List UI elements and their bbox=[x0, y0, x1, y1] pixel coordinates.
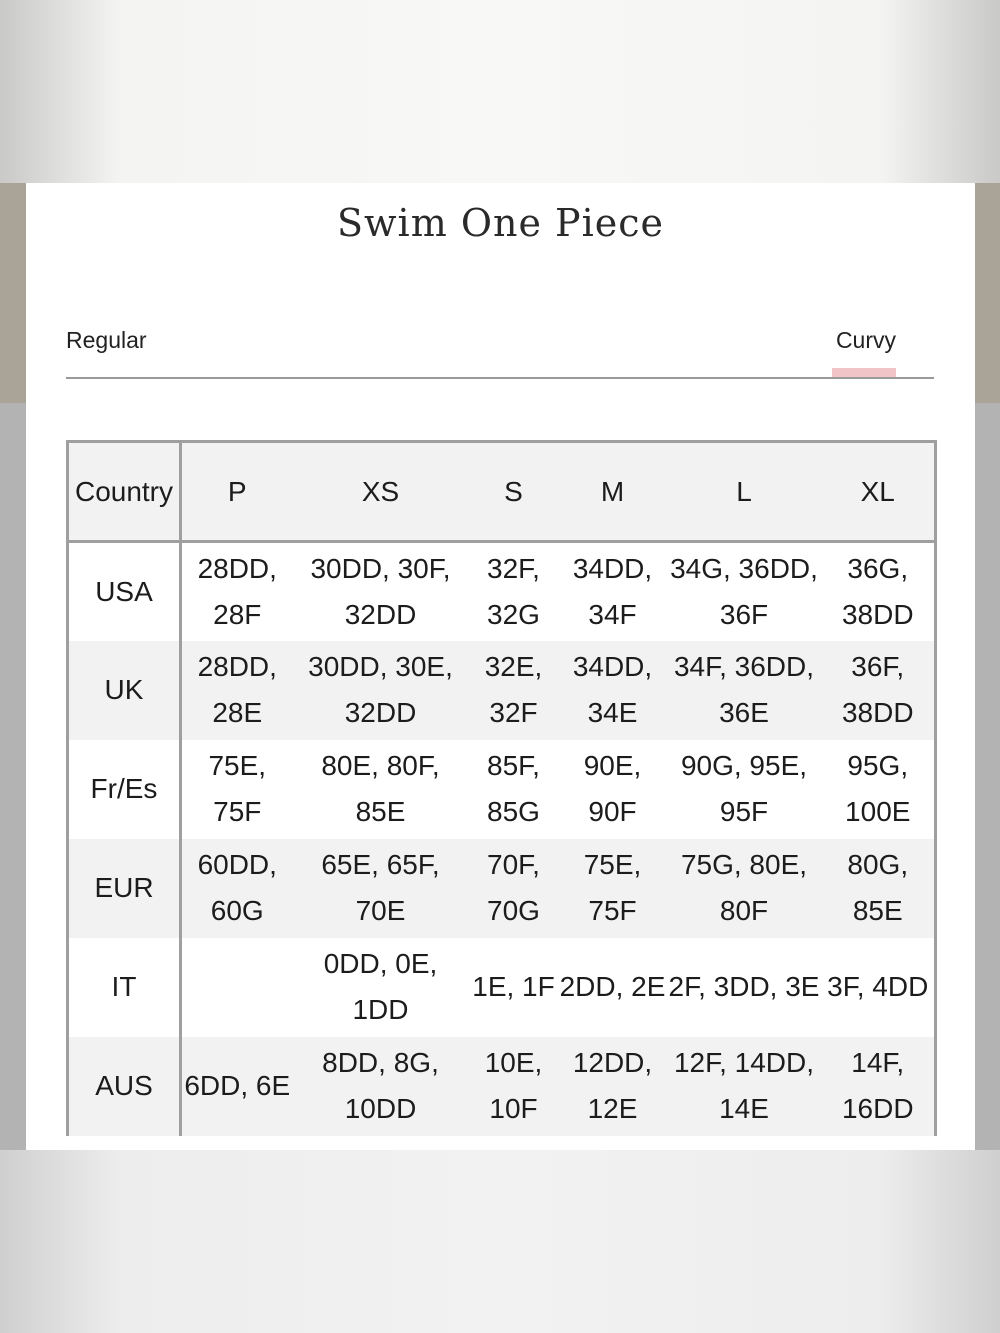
size-value: 1E, 1F bbox=[472, 971, 555, 1002]
size-value: 70F, bbox=[487, 849, 540, 880]
size-cell bbox=[469, 542, 559, 641]
table-row bbox=[68, 542, 936, 641]
size-cell bbox=[293, 542, 469, 641]
size-value: 75F bbox=[213, 796, 262, 827]
size-value: 12F, 14DD, bbox=[673, 1047, 815, 1078]
country-cell: EUR bbox=[68, 839, 181, 938]
size-value: 0DD, 0E, bbox=[323, 948, 438, 979]
size-cell bbox=[667, 542, 822, 641]
size-cell bbox=[293, 740, 469, 839]
size-cell bbox=[469, 839, 559, 938]
country-cell: AUS bbox=[68, 1037, 181, 1136]
size-cell bbox=[822, 542, 936, 641]
table-row bbox=[68, 740, 936, 839]
size-cell bbox=[181, 641, 293, 740]
table-row bbox=[68, 938, 936, 1037]
country-cell: Fr/Es bbox=[68, 740, 181, 839]
size-value: 70G bbox=[487, 895, 540, 926]
size-value: 10E, bbox=[484, 1047, 543, 1078]
header-country: Country bbox=[68, 442, 181, 542]
size-value: 34DD, bbox=[572, 552, 653, 584]
size-cell bbox=[469, 641, 559, 740]
size-cell bbox=[559, 542, 667, 641]
size-value: 32DD bbox=[344, 598, 417, 630]
size-cell bbox=[559, 641, 667, 740]
size-cell bbox=[822, 1037, 936, 1136]
table-row bbox=[68, 641, 936, 740]
size-cell bbox=[469, 740, 559, 839]
size-guide-sheet bbox=[26, 183, 975, 1150]
size-cell bbox=[559, 938, 667, 1037]
size-value: 36E bbox=[719, 697, 769, 728]
table-header-row bbox=[68, 442, 936, 542]
size-value: 10DD bbox=[344, 1093, 417, 1124]
size-cell bbox=[559, 740, 667, 839]
size-value: 36G, bbox=[847, 552, 909, 584]
size-value: 95G, bbox=[847, 750, 909, 781]
size-value: 36F, bbox=[851, 651, 905, 682]
size-cell bbox=[181, 1037, 293, 1136]
size-value: 34F, 36DD, bbox=[673, 651, 815, 682]
size-value: 90F bbox=[588, 796, 637, 827]
header-size-l: L bbox=[667, 442, 822, 542]
size-value: 85F, bbox=[487, 750, 540, 781]
size-value: 28F bbox=[213, 598, 262, 630]
size-cell bbox=[667, 641, 822, 740]
size-value: 80F bbox=[719, 895, 769, 926]
size-cell bbox=[293, 641, 469, 740]
size-cell bbox=[667, 938, 822, 1037]
size-value: 2DD, 2E bbox=[559, 971, 666, 1002]
header-size-m: M bbox=[559, 442, 667, 542]
size-value: 36F bbox=[719, 598, 769, 630]
size-value: 34DD, bbox=[572, 651, 653, 682]
size-value: 14E bbox=[719, 1093, 769, 1124]
country-cell: UK bbox=[68, 641, 181, 740]
size-value: 6DD, 6E bbox=[184, 1070, 291, 1101]
size-value: 70E bbox=[355, 895, 406, 926]
size-value: 30DD, 30E, bbox=[308, 651, 453, 682]
size-value: 28E bbox=[212, 697, 263, 728]
size-value: 2F, 3DD, 3E bbox=[668, 971, 820, 1002]
size-cell bbox=[667, 839, 822, 938]
size-value: 100E bbox=[845, 796, 911, 827]
size-cell bbox=[469, 938, 559, 1037]
size-cell bbox=[667, 740, 822, 839]
size-value: 90E, bbox=[583, 750, 642, 781]
size-value: 32F bbox=[489, 697, 538, 728]
size-cell bbox=[293, 938, 469, 1037]
size-value: 85E bbox=[355, 796, 406, 827]
size-cell bbox=[293, 1037, 469, 1136]
backdrop-top bbox=[0, 0, 1000, 183]
size-value: 75E, bbox=[583, 849, 642, 880]
size-value: 30DD, 30F, bbox=[310, 552, 451, 584]
size-value: 32DD bbox=[344, 697, 417, 728]
size-value: 38DD bbox=[841, 697, 914, 728]
size-value: 85E bbox=[852, 895, 903, 926]
size-value: 34F bbox=[588, 598, 637, 630]
size-value: 65E, 65F, bbox=[321, 849, 440, 880]
size-value: 3F, 4DD bbox=[827, 971, 929, 1002]
size-value: 12DD, bbox=[572, 1047, 653, 1078]
size-cell bbox=[181, 740, 293, 839]
size-cell bbox=[822, 641, 936, 740]
size-value: 38DD bbox=[841, 598, 914, 630]
size-value: 80G, bbox=[847, 849, 909, 880]
size-value: 60G bbox=[210, 895, 264, 926]
size-value: 12E bbox=[587, 1093, 638, 1124]
size-value: 32E, bbox=[484, 651, 543, 682]
size-value: 34G, 36DD, bbox=[670, 552, 818, 584]
table-row bbox=[68, 839, 936, 938]
size-cell bbox=[559, 1037, 667, 1136]
size-cell bbox=[559, 839, 667, 938]
size-value: 32G bbox=[487, 598, 540, 630]
country-cell: USA bbox=[68, 542, 181, 641]
header-size-xl: XL bbox=[822, 442, 936, 542]
size-cell bbox=[822, 839, 936, 938]
header-size-xs: XS bbox=[293, 442, 469, 542]
size-value: 28DD, bbox=[197, 552, 277, 584]
size-cell bbox=[181, 839, 293, 938]
header-size-p: P bbox=[181, 442, 293, 542]
size-cell bbox=[822, 740, 936, 839]
size-value: 10F bbox=[489, 1093, 538, 1124]
size-cell bbox=[822, 938, 936, 1037]
page-title: Swim One Piece bbox=[337, 201, 664, 245]
size-value: 75E, bbox=[208, 750, 267, 781]
size-value: 80E, 80F, bbox=[321, 750, 440, 781]
size-cell bbox=[667, 1037, 822, 1136]
size-cell bbox=[293, 839, 469, 938]
size-value: 1DD bbox=[352, 994, 409, 1025]
size-value: 34E bbox=[587, 697, 638, 728]
size-value: 16DD bbox=[841, 1093, 914, 1124]
size-value: 90G, 95E, bbox=[680, 750, 808, 781]
fit-tabs bbox=[66, 323, 934, 379]
size-value: 28DD, bbox=[197, 651, 277, 682]
size-value: 75G, 80E, bbox=[680, 849, 808, 880]
table-row bbox=[68, 1037, 936, 1136]
size-value: 95F bbox=[719, 796, 769, 827]
size-value: 85G bbox=[487, 796, 540, 827]
active-tab-indicator bbox=[832, 368, 896, 377]
size-value: 60DD, bbox=[197, 849, 277, 880]
header-size-s: S bbox=[469, 442, 559, 542]
tab-curvy[interactable]: Curvy bbox=[835, 327, 896, 353]
size-value: 14F, bbox=[851, 1047, 905, 1078]
country-cell: IT bbox=[68, 938, 181, 1037]
size-cell bbox=[469, 1037, 559, 1136]
size-value: 8DD, 8G, bbox=[322, 1047, 439, 1078]
size-value: 32F, bbox=[487, 552, 540, 584]
tab-regular[interactable]: Regular bbox=[66, 327, 147, 353]
backdrop-bottom bbox=[0, 1150, 1000, 1333]
size-cell bbox=[181, 938, 293, 1037]
size-value: 75F bbox=[588, 895, 637, 926]
size-table bbox=[66, 440, 937, 1136]
size-cell bbox=[181, 542, 293, 641]
